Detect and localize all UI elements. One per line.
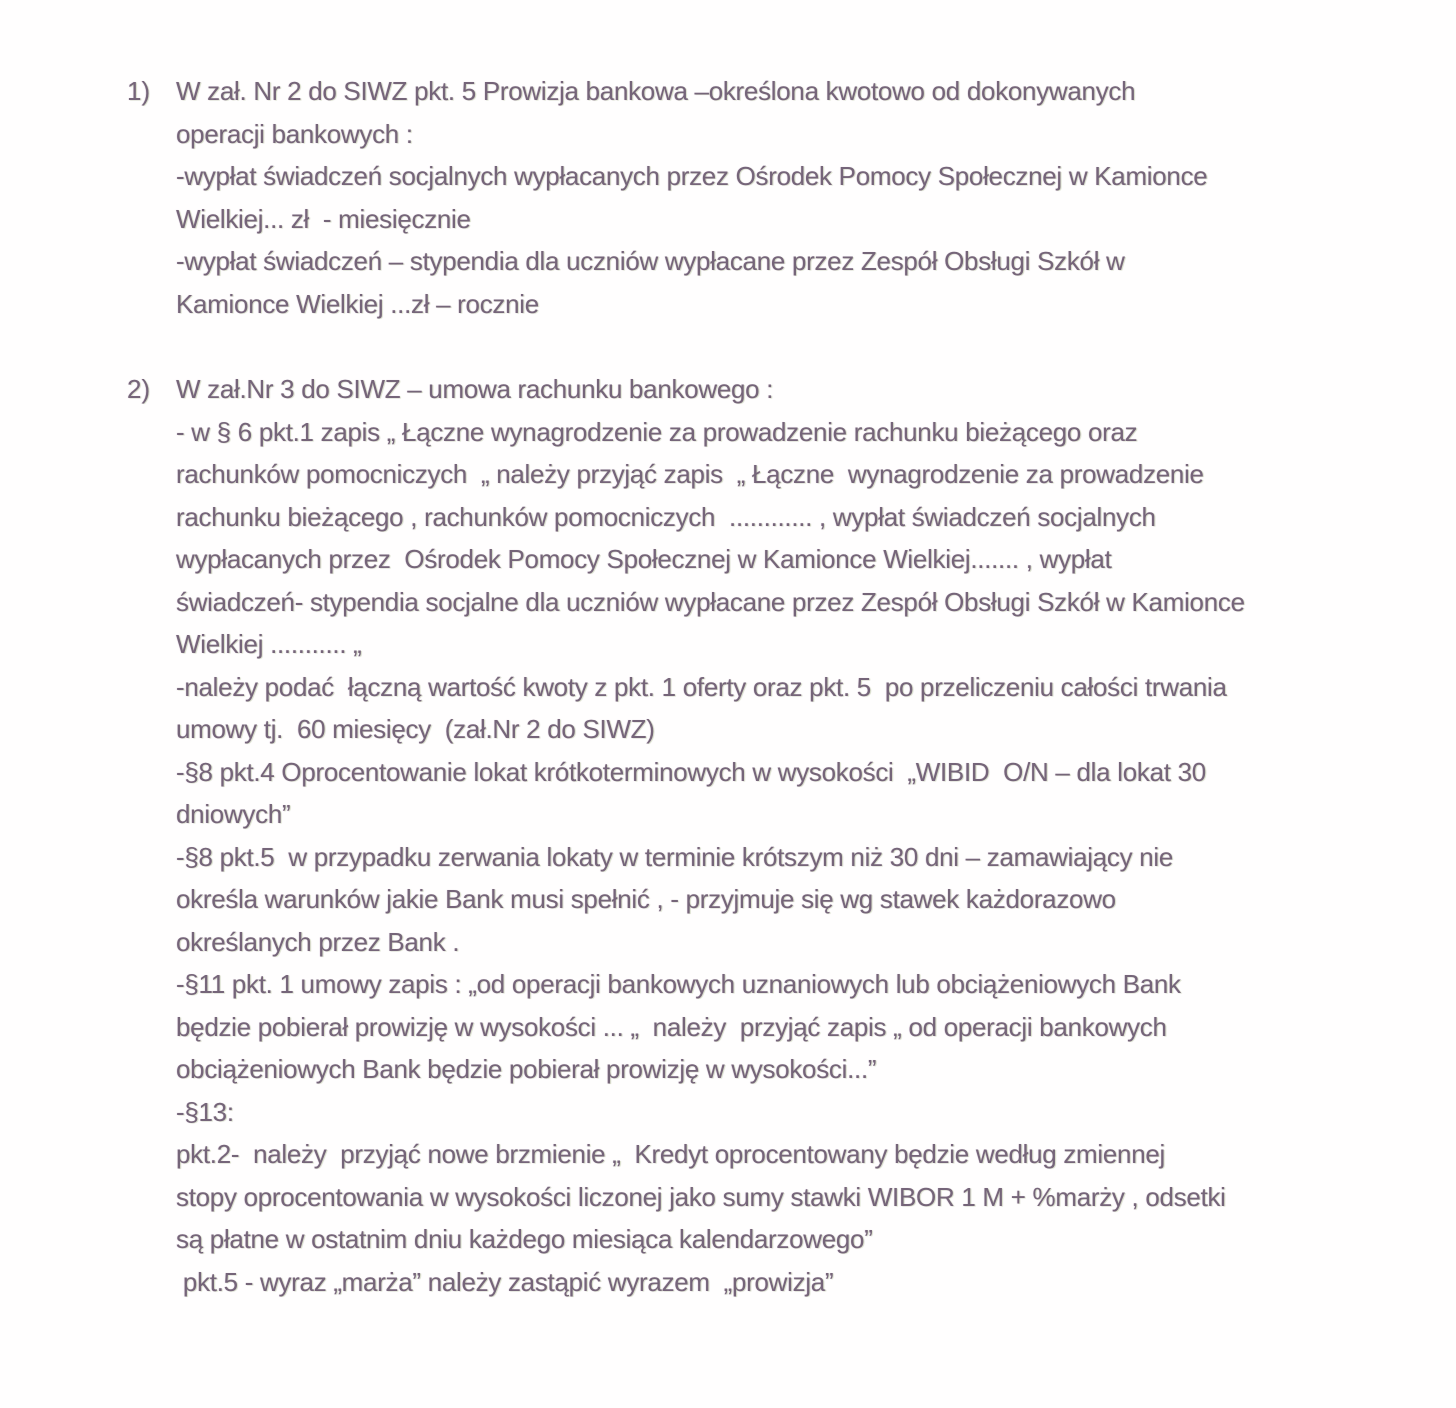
text-line: operacji bankowych : xyxy=(176,118,413,149)
list-item-2 xyxy=(127,368,1245,1303)
text-line: określanych przez Bank . xyxy=(176,926,460,957)
text-line: -§13: xyxy=(176,1096,234,1127)
text-line: umowy tj. 60 miesięcy (zał.Nr 2 do SIWZ) xyxy=(176,714,655,744)
text-line: Wielkiej ........... „ xyxy=(176,629,362,659)
text-line: Kamionce Wielkiej ...zł – rocznie xyxy=(176,288,539,319)
text-line: -wypłat świadczeń – stypendia dla uczniów wypłacane przez Zespół Obsługi Szkół w xyxy=(176,246,1125,276)
text-line: Wielkiej... zł - miesięcznie xyxy=(176,203,471,234)
text-line: -§8 pkt.5 w przypadku zerwania lokaty w terminie krótszym niż 30 dni – zamawiający nie xyxy=(176,841,1173,872)
text-line: obciążeniowych Bank będzie pobierał prowizję w wysokości...” xyxy=(176,1054,877,1084)
text-line: -wypłat świadczeń socjalnych wypłacanych przez Ośrodek Pomocy Społecznej w Kamionce xyxy=(176,161,1208,191)
text-line: W zał. Nr 2 do SIWZ pkt. 5 Prowizja bankowa –określona kwotowo od dokonywanych xyxy=(176,76,1136,106)
text-line: W zał.Nr 3 do SIWZ – umowa rachunku bankowego : xyxy=(176,374,774,404)
text-line: -§8 pkt.4 Oprocentowanie lokat krótkoterminowych w wysokości „WIBID O/N – dla lokat 30 xyxy=(176,756,1206,787)
text-line: pkt.2- należy przyjąć nowe brzmienie „ Kredyt oprocentowany będzie według zmiennej xyxy=(176,1139,1166,1169)
text-line: pkt.5 - wyraz „marża” należy zastąpić wyrazem „prowizja” xyxy=(176,1266,834,1297)
list-item-1 xyxy=(127,70,1245,325)
text-line: są płatne w ostatnim dniu każdego miesiąca kalendarzowego” xyxy=(176,1224,873,1254)
text-line: stopy oprocentowania w wysokości liczonej jako sumy stawki WIBOR 1 M + %marży , odsetki xyxy=(176,1181,1226,1212)
text-line: dniowych” xyxy=(176,799,291,829)
text-line: -należy podać łączną wartość kwoty z pkt. 1 oferty oraz pkt. 5 po przeliczeniu całości trwania xyxy=(176,671,1227,702)
text-line: -§11 pkt. 1 umowy zapis : „od operacji bankowych uznaniowych lub obciążeniowych Bank xyxy=(176,969,1181,999)
text-line: - w § 6 pkt.1 zapis „ Łączne wynagrodzenie za prowadzenie rachunku bieżącego oraz xyxy=(176,416,1138,447)
list-number-1: 1) xyxy=(127,76,151,106)
text-line: będzie pobierał prowizję w wysokości ... „ należy przyjąć zapis „ od operacji bankowych xyxy=(176,1011,1167,1042)
text-line: rachunku bieżącego , rachunków pomocniczych ............ , wypłat świadczeń socjalnych xyxy=(176,501,1156,532)
document-content xyxy=(127,70,1245,1303)
text-line: wypłacanych przez Ośrodek Pomocy Społecznej w Kamionce Wielkiej....... , wypłat xyxy=(176,544,1112,574)
text-line: świadczeń- stypendia socjalne dla uczniów wypłacane przez Zespół Obsługi Szkół w Kamionce xyxy=(176,586,1245,617)
text-line: rachunków pomocniczych „ należy przyjąć zapis „ Łączne wynagrodzenie za prowadzenie xyxy=(176,459,1204,489)
list-number-2: 2) xyxy=(127,374,151,404)
text-line: określa warunków jakie Bank musi spełnić , - przyjmuje się wg stawek każdorazowo xyxy=(176,884,1116,914)
